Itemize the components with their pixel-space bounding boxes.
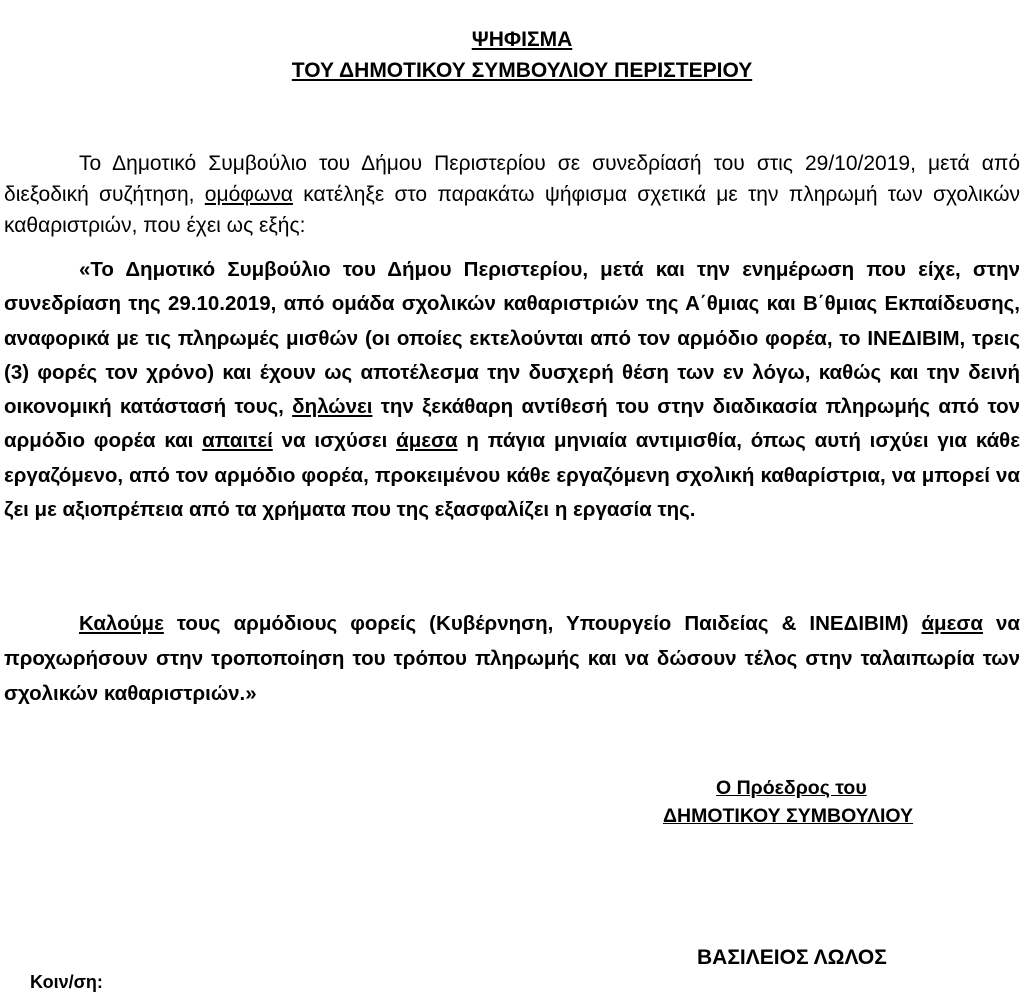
unanimous-emphasis: ομόφωνα [204,183,293,206]
document-subtitle: ΤΟΥ ΔΗΜΟΤΙΚΟΥ ΣΥΜΒΟΥΛΙΟΥ ΠΕΡΙΣΤΕΡΙΟΥ [291,59,753,82]
demands-emphasis: απαιτεί [202,429,273,453]
signature-council: ΔΗΜΟΤΙΚΟΥ ΣΥΜΒΟΥΛΙΟΥ [663,805,914,827]
resolution-paragraph: «Το Δημοτικό Συμβούλιο του Δήμου Περιστερίου, μετά και την ενημέρωση που είχε, στην συνεδρίαση της 29.10.2019, από ομάδα σχολικών καθαριστριών της Α΄θμιας και Β΄θμιας Εκπαίδευσης, αναφορικά με τις πληρωμές μισθών (οι οποίες εκτελούνται από τον αρμόδιο φορέα, το ΙΝΕΔΙΒΙΜ, τρεις (3) φορές τον χρόνο) και έχουν ως αποτέλεσμα την δυσχερή θέση των εν λόγω, καθώς και την δεινή οικονομική κατάστασή τους, δηλώνει την ξεκάθαρη αντίθεσή του στην διαδικασία πληρωμής από τον αρμόδιο φορέα και απαιτεί να ισχύσει άμεσα η πάγια μηνιαία αντιμισθία, όπως αυτή ισχύει για κάθε εργαζόμενο, από τον αρμόδιο φορέα, προκειμένου κάθε εργαζόμενη σχολική καθαρίστρια, να μπορεί να ζει με αξιοπρέπεια από τα χρήματα που της εξασφαλίζει η εργασία της. [4,258,1020,522]
we-call-emphasis: Καλούμε [79,612,164,635]
distribution-label: Κοιν/ση: [30,972,103,992]
signature-title: Ο Πρόεδρος του [716,777,867,799]
immediately-emphasis: άμεσα [396,429,458,453]
declares-emphasis: δηλώνει [292,395,373,419]
call-paragraph: Καλούμε τους αρμόδιους φορείς (Κυβέρνηση, Υπουργείο Παιδείας & ΙΝΕΔΙΒΙΜ) άμεσα να προχωρήσουν στην τροποποίηση του τρόπου πληρωμής και να δώσουν τέλος στην ταλαιπωρία των σχολικών καθαριστριών.» [4,612,1020,705]
immediately-emphasis-2: άμεσα [921,612,983,635]
intro-paragraph: Το Δημοτικό Συμβούλιο του Δήμου Περιστερίου σε συνεδρίασή του στις 29/10/2019, μετά από διεξοδική συζήτηση, ομόφωνα κατέληξε στο παρακάτω ψήφισμα σχετικά με την πληρωμή των σχολικών καθαριστριών, που έχει ως εξής: [4,152,1020,237]
signatory-name: ΒΑΣΙΛΕΙΟΣ ΛΩΛΟΣ [697,946,887,969]
document-title: ΨΗΦΙΣΜΑ [471,28,573,51]
